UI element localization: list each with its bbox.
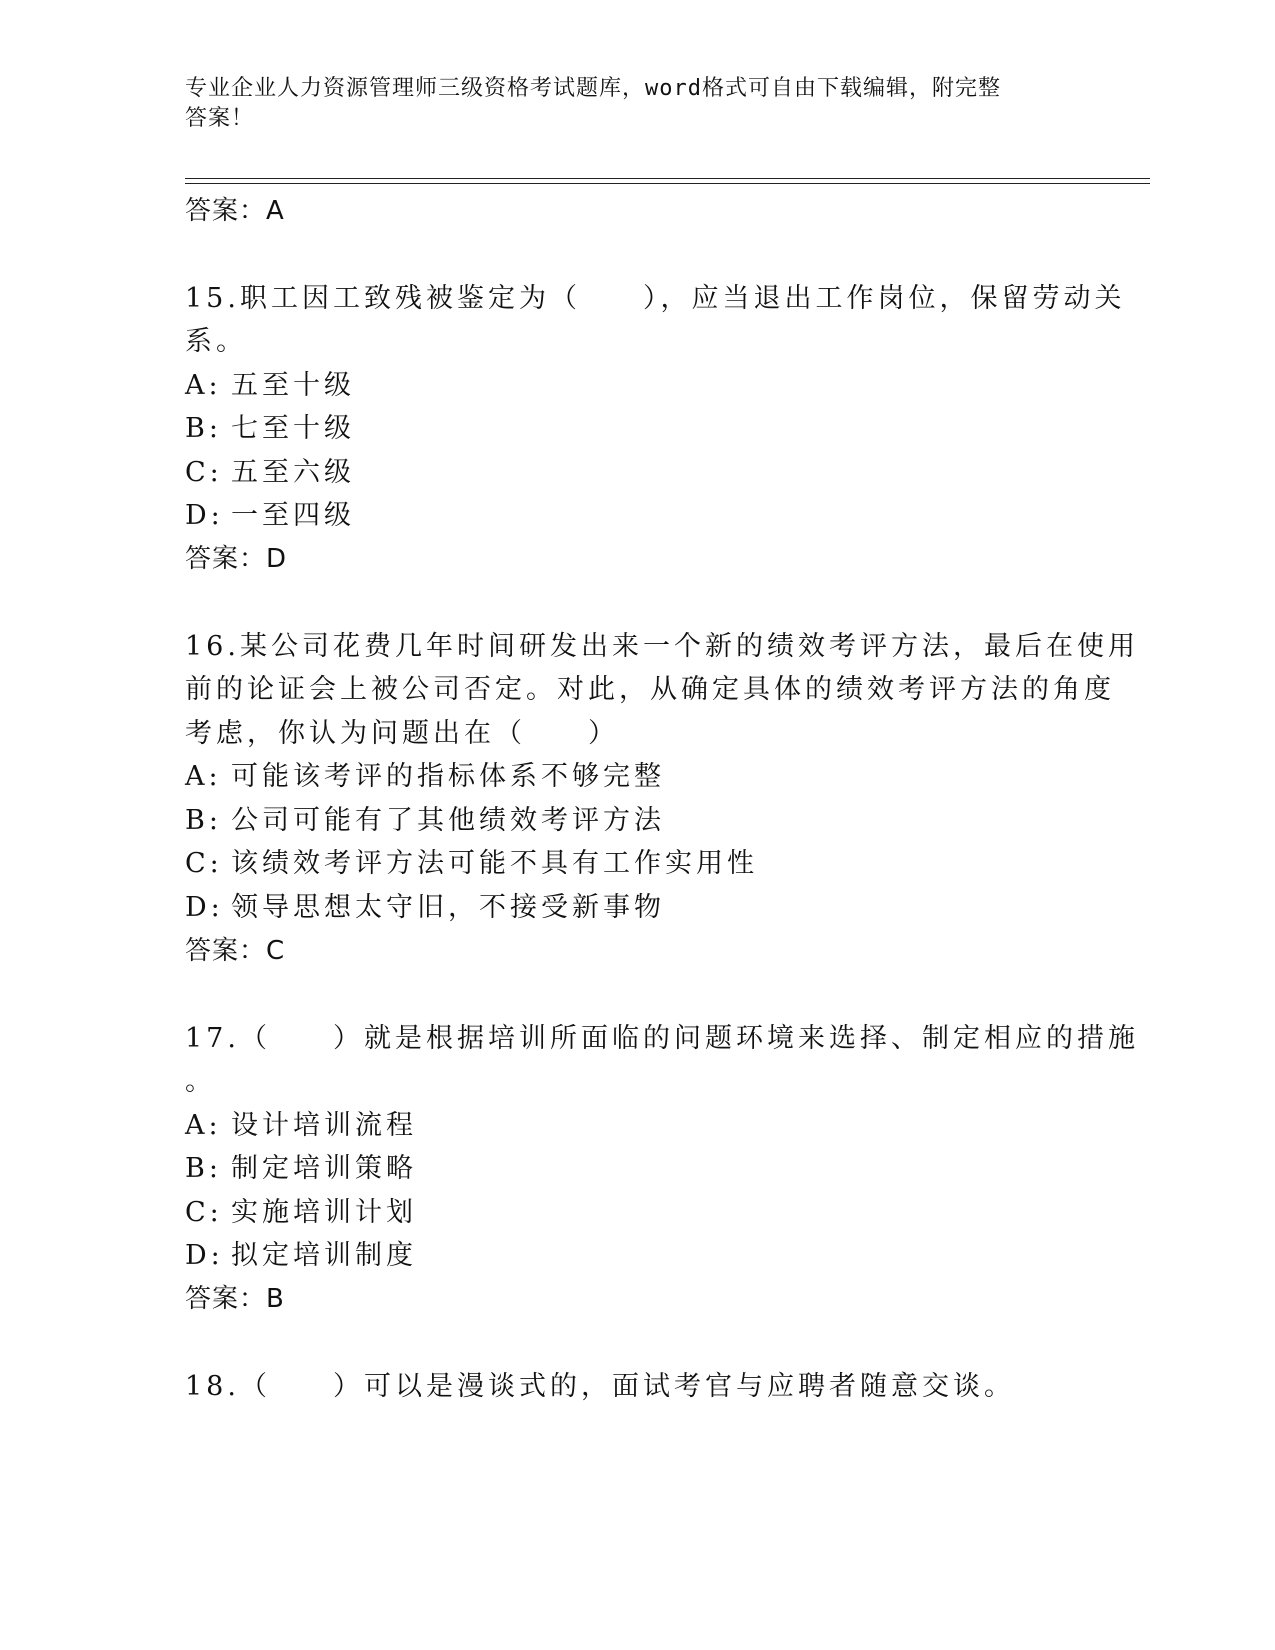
option-key: A: — [185, 1110, 222, 1141]
q15-stem-line-2: 系。 — [185, 326, 247, 357]
option-key: B: — [185, 413, 222, 444]
option-key: C: — [185, 457, 223, 488]
q16-option-b — [185, 798, 665, 837]
q15-option-c — [185, 450, 355, 489]
q17-answer: 答案：B — [185, 1284, 285, 1314]
document-header — [185, 74, 1075, 134]
option-key: B: — [185, 1153, 222, 1184]
q15-option-b — [185, 406, 355, 445]
option-text: 七至十级 — [231, 413, 355, 444]
option-text: 实施培训计划 — [231, 1197, 417, 1228]
option-text: 制定培训策略 — [231, 1153, 417, 1184]
option-key: A: — [185, 370, 222, 401]
q16-stem-line-3: 考虑，你认为问题出在（ ） — [185, 718, 619, 749]
option-text: 一至四级 — [231, 500, 355, 531]
header-divider-top — [185, 178, 1150, 179]
option-text: 设计培训流程 — [231, 1110, 417, 1141]
q17-stem-line-1: 17.（ ）就是根据培训所面临的问题环境来选择、制定相应的措施 — [185, 1023, 1139, 1054]
option-text: 可能该考评的指标体系不够完整 — [231, 761, 665, 792]
option-text: 五至六级 — [231, 457, 355, 488]
q17-option-b — [185, 1146, 417, 1185]
header-divider-bottom — [185, 183, 1150, 184]
option-key: D: — [185, 1240, 224, 1271]
q17-option-d — [185, 1233, 417, 1272]
option-key: C: — [185, 1197, 223, 1228]
q16-option-d — [185, 885, 665, 924]
option-text: 领导思想太守旧，不接受新事物 — [231, 892, 665, 923]
previous-answer: 答案：A — [185, 196, 285, 226]
q15-answer: 答案：D — [185, 544, 288, 574]
option-key: D: — [185, 892, 224, 923]
option-key: A: — [185, 761, 222, 792]
q15-option-a — [185, 363, 355, 402]
q16-option-c — [185, 841, 758, 880]
q18-stem-line-1: 18.（ ）可以是漫谈式的，面试考官与应聘者随意交谈。 — [185, 1371, 1015, 1402]
q16-stem-line-2: 前的论证会上被公司否定。对此，从确定具体的绩效考评方法的角度 — [185, 674, 1115, 705]
option-key: D: — [185, 500, 224, 531]
q16-answer: 答案：C — [185, 936, 286, 966]
option-text: 该绩效考评方法可能不具有工作实用性 — [231, 848, 758, 879]
header-line-2: 答案！ — [185, 106, 255, 131]
option-text: 拟定培训制度 — [231, 1240, 417, 1271]
option-key: B: — [185, 805, 222, 836]
q15-stem-line-1: 15.职工因工致残被鉴定为（ ），应当退出工作岗位，保留劳动关 — [185, 283, 1126, 314]
q16-option-a — [185, 754, 665, 793]
q16-stem-line-1: 16.某公司花费几年时间研发出来一个新的绩效考评方法，最后在使用 — [185, 631, 1139, 662]
q17-option-a — [185, 1103, 417, 1142]
option-text: 五至十级 — [231, 370, 355, 401]
q17-stem-line-2: 。 — [185, 1066, 216, 1097]
header-line-1: 专业企业人力资源管理师三级资格考试题库，word格式可自由下载编辑，附完整 — [185, 76, 1001, 101]
option-text: 公司可能有了其他绩效考评方法 — [231, 805, 665, 836]
q17-option-c — [185, 1190, 417, 1229]
option-key: C: — [185, 848, 223, 879]
q15-option-d — [185, 493, 355, 532]
